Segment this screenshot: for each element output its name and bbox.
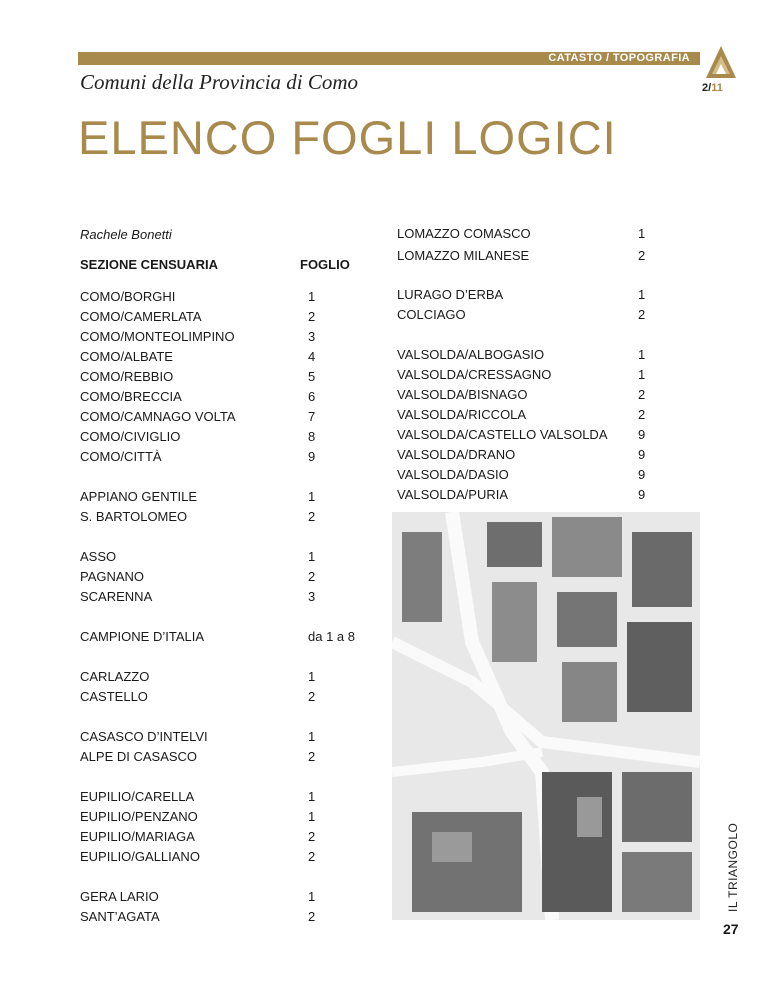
author: Rachele Bonetti bbox=[80, 227, 172, 242]
left-row-name: COMO/MONTEOLIMPINO bbox=[80, 329, 235, 344]
left-row-sheet: da 1 a 8 bbox=[308, 629, 355, 644]
left-row-sheet: 1 bbox=[308, 809, 316, 824]
left-row-name: EUPILIO/PENZANO bbox=[80, 809, 198, 824]
left-row-name: SANT’AGATA bbox=[80, 909, 160, 924]
left-row-sheet: 1 bbox=[308, 789, 316, 804]
left-row-sheet: 2 bbox=[308, 509, 316, 524]
left-row-sheet: 8 bbox=[308, 429, 316, 444]
right-row-name: VALSOLDA/DRANO bbox=[397, 447, 516, 462]
right-row-name: COLCIAGO bbox=[397, 307, 466, 322]
magazine-label: IL TRIANGOLO bbox=[726, 822, 740, 912]
right-row-name: LOMAZZO MILANESE bbox=[397, 248, 530, 263]
left-row-sheet: 5 bbox=[308, 369, 316, 384]
left-row-sheet: 9 bbox=[308, 449, 316, 464]
left-row-sheet: 2 bbox=[308, 849, 316, 864]
column-header-section: SEZIONE CENSUARIA bbox=[80, 257, 218, 272]
left-row-name: COMO/CIVIGLIO bbox=[80, 429, 181, 444]
right-row-name: VALSOLDA/DASIO bbox=[397, 467, 509, 482]
left-row-name: COMO/BORGHI bbox=[80, 289, 176, 304]
left-row-sheet: 2 bbox=[308, 569, 316, 584]
page-title: ELENCO FOGLI LOGICI bbox=[78, 111, 617, 164]
right-row-name: VALSOLDA/RICCOLA bbox=[397, 407, 527, 422]
right-row-name: LOMAZZO COMASCO bbox=[397, 226, 531, 241]
left-row-sheet: 7 bbox=[308, 409, 316, 424]
left-row-sheet: 2 bbox=[308, 909, 316, 924]
left-row-sheet: 3 bbox=[308, 329, 316, 344]
left-row-name: COMO/BRECCIA bbox=[80, 389, 182, 404]
left-row-name: S. BARTOLOMEO bbox=[80, 509, 188, 524]
left-row-sheet: 1 bbox=[308, 669, 316, 684]
left-row-name: SCARENNA bbox=[80, 589, 153, 604]
left-row-sheet: 2 bbox=[308, 749, 316, 764]
left-row-sheet: 2 bbox=[308, 829, 316, 844]
right-row-name: VALSOLDA/CASTELLO VALSOLDA bbox=[397, 427, 608, 442]
right-row-sheet: 2 bbox=[638, 307, 646, 322]
left-row-name: GERA LARIO bbox=[80, 889, 159, 904]
left-row-sheet: 2 bbox=[308, 689, 316, 704]
left-row-name: COMO/REBBIO bbox=[80, 369, 174, 384]
left-row-sheet: 1 bbox=[308, 729, 316, 744]
left-row-sheet: 2 bbox=[308, 309, 316, 324]
right-row-name: VALSOLDA/PURIA bbox=[397, 487, 509, 502]
section-label: CATASTO / TOPOGRAFIA bbox=[548, 52, 690, 64]
left-row-name: CARLAZZO bbox=[80, 669, 150, 684]
left-row-name: COMO/CAMERLATA bbox=[80, 309, 202, 324]
right-row-sheet: 9 bbox=[638, 467, 646, 482]
left-row-name: ALPE DI CASASCO bbox=[80, 749, 198, 764]
left-row-name: CASTELLO bbox=[80, 689, 148, 704]
left-row-sheet: 1 bbox=[308, 889, 316, 904]
right-row-sheet: 1 bbox=[638, 347, 646, 362]
header-bar bbox=[78, 52, 700, 65]
left-row-name: COMO/CAMNAGO VOLTA bbox=[80, 409, 236, 424]
left-row-sheet: 4 bbox=[308, 349, 316, 364]
right-row-sheet: 1 bbox=[638, 287, 646, 302]
left-row-name: COMO/ALBATE bbox=[80, 349, 173, 364]
right-row-sheet: 9 bbox=[638, 427, 646, 442]
cadastral-map-image bbox=[392, 512, 700, 920]
left-row-sheet: 3 bbox=[308, 589, 316, 604]
left-row-name: PAGNANO bbox=[80, 569, 145, 584]
right-row-sheet: 1 bbox=[638, 367, 646, 382]
right-row-sheet: 2 bbox=[638, 248, 646, 263]
issue-number: 2/11 bbox=[702, 82, 723, 94]
subtitle: Comuni della Provincia di Como bbox=[80, 70, 359, 94]
left-row-name: EUPILIO/GALLIANO bbox=[80, 849, 200, 864]
right-row-sheet: 9 bbox=[638, 487, 646, 502]
right-row-name: LURAGO D’ERBA bbox=[397, 287, 504, 302]
left-row-sheet: 1 bbox=[308, 489, 316, 504]
right-row-name: VALSOLDA/ALBOGASIO bbox=[397, 347, 545, 362]
right-row-sheet: 1 bbox=[638, 226, 646, 241]
page-number: 27 bbox=[723, 921, 739, 937]
right-row-sheet: 2 bbox=[638, 407, 646, 422]
triangle-logo-icon bbox=[704, 44, 738, 82]
right-row-sheet: 2 bbox=[638, 387, 646, 402]
left-row-name: COMO/CITTÀ bbox=[80, 449, 162, 464]
left-row-sheet: 1 bbox=[308, 549, 316, 564]
left-row-name: ASSO bbox=[80, 549, 117, 564]
right-row-name: VALSOLDA/BISNAGO bbox=[397, 387, 528, 402]
left-row-name: APPIANO GENTILE bbox=[80, 489, 198, 504]
left-row-name: CAMPIONE D’ITALIA bbox=[80, 629, 205, 644]
left-row-name: CASASCO D’INTELVI bbox=[80, 729, 208, 744]
right-row-name: VALSOLDA/CRESSAGNO bbox=[397, 367, 552, 382]
left-row-sheet: 6 bbox=[308, 389, 316, 404]
left-row-name: EUPILIO/MARIAGA bbox=[80, 829, 195, 844]
column-header-sheet: FOGLIO bbox=[300, 257, 350, 272]
right-row-sheet: 9 bbox=[638, 447, 646, 462]
left-row-sheet: 1 bbox=[308, 289, 316, 304]
left-row-name: EUPILIO/CARELLA bbox=[80, 789, 195, 804]
